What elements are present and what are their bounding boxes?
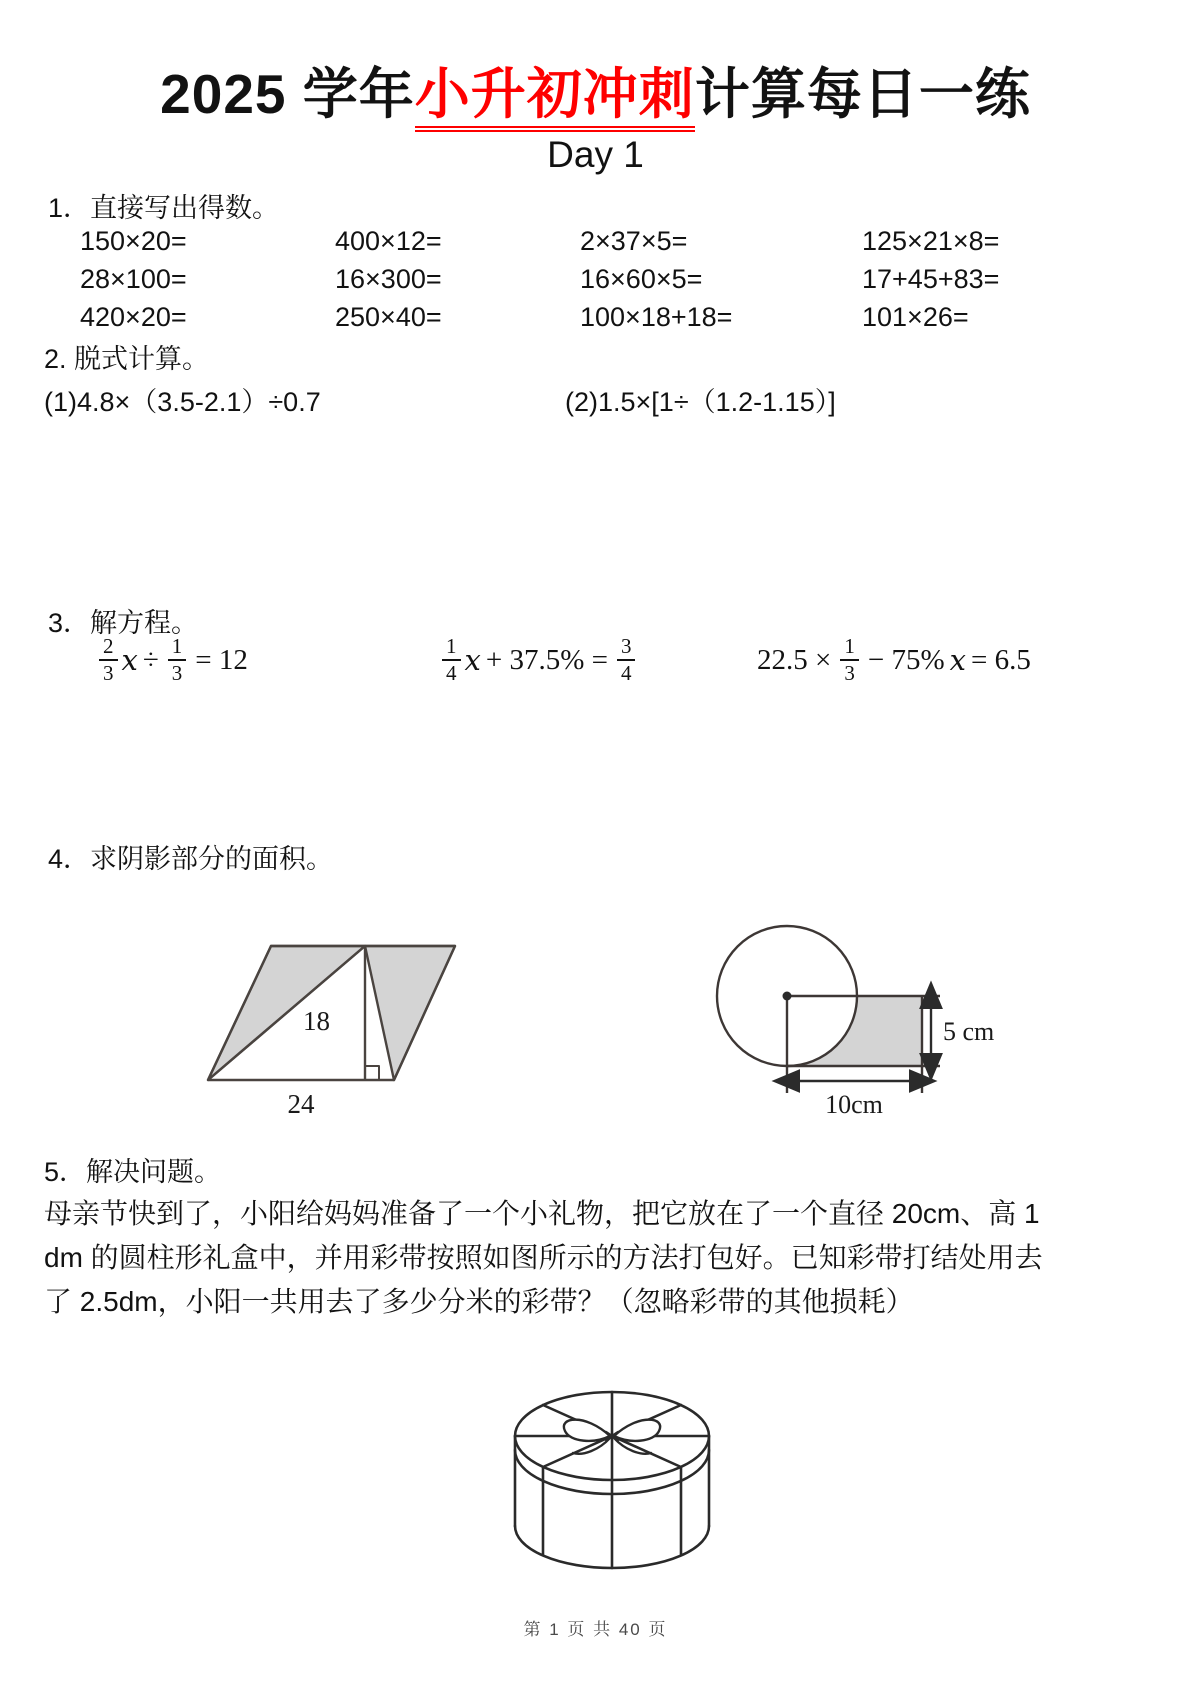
base-label: 24 [287, 1089, 315, 1118]
fraction: $\frac{1}{3}$ [168, 636, 187, 684]
shaded-right-triangle [365, 946, 455, 1080]
math-problem: 16×300= [335, 264, 442, 294]
math-problem: 28×100= [80, 264, 187, 294]
day-subtitle: Day 1 [547, 134, 644, 175]
fraction: $\frac{1}{4}$ [442, 636, 461, 684]
width-dim-label: 10cm [825, 1090, 883, 1119]
title-prefix: 2025 学年 [160, 63, 415, 125]
calc-problem-1: (1)4.8×（3.5-2.1）÷0.7 [44, 387, 321, 417]
title-highlight-red: 小升初冲刺 [415, 63, 695, 132]
word-problem-text [44, 1192, 1156, 1324]
parallelogram-figure [183, 933, 505, 1118]
fraction: $\frac{1}{3}$ [840, 636, 859, 684]
height-label: 18 [303, 1006, 330, 1036]
math-problem: 420×20= [80, 302, 187, 332]
math-problem: 125×21×8= [862, 226, 1000, 256]
circle-center-dot [783, 992, 792, 1001]
right-angle-mark [365, 1066, 379, 1080]
height-dim-label: 5 cm [943, 1017, 995, 1046]
circle-rectangle-figure [700, 863, 1035, 1121]
equation-1: $\frac{2}{3}$ x ÷ $\frac{1}{3}$ = 12 [95, 636, 253, 684]
math-problem: 400×12= [335, 226, 442, 256]
math-problem: 100×18+18= [580, 302, 733, 332]
section4-heading: 4．求阴影部分的面积。 [48, 844, 334, 874]
math-problem: 250×40= [335, 302, 442, 332]
fraction: $\frac{2}{3}$ [99, 636, 118, 684]
page-number: 第 1 页 共 40 页 [523, 1620, 668, 1639]
equation-3: 22.5 × $\frac{1}{3}$ − 75% x = 6.5 [757, 634, 1031, 685]
math-problem: 2×37×5= [580, 226, 688, 256]
math-problem: 16×60×5= [580, 264, 703, 294]
section2-heading: 2. 脱式计算。 [44, 344, 210, 374]
fraction: $\frac{3}{4}$ [617, 636, 636, 684]
title-suffix: 计算每日一练 [694, 63, 1031, 125]
math-problem: 150×20= [80, 226, 187, 256]
math-problem: 101×26= [862, 302, 969, 332]
math-problem: 17+45+83= [862, 264, 1000, 294]
page-title [0, 50, 1191, 129]
equation-2: $\frac{1}{4}$ x + 37.5% = $\frac{3}{4}$ [438, 636, 639, 684]
section1-heading: 1．直接写出得数。 [48, 193, 280, 223]
word-problem-line: 了 2.5dm，小阳一共用去了多少分米的彩带？（忽略彩带的其他损耗） [44, 1286, 914, 1317]
word-problem-line: dm 的圆柱形礼盒中，并用彩带按照如图所示的方法打包好。已知彩带打结处用去 [44, 1242, 1043, 1273]
section5-heading: 5．解决问题。 [44, 1157, 222, 1187]
calc-problem-2: (2)1.5×[1÷（1.2-1.15）] [565, 387, 836, 417]
section3-heading: 3．解方程。 [48, 608, 199, 638]
section1-problem-grid [80, 226, 1150, 333]
gift-box-figure [482, 1386, 746, 1586]
shaded-region [787, 996, 922, 1066]
word-problem-line: 母亲节快到了，小阳给妈妈准备了一个小礼物，把它放在了一个直径 20cm、高 1 [44, 1198, 1040, 1229]
